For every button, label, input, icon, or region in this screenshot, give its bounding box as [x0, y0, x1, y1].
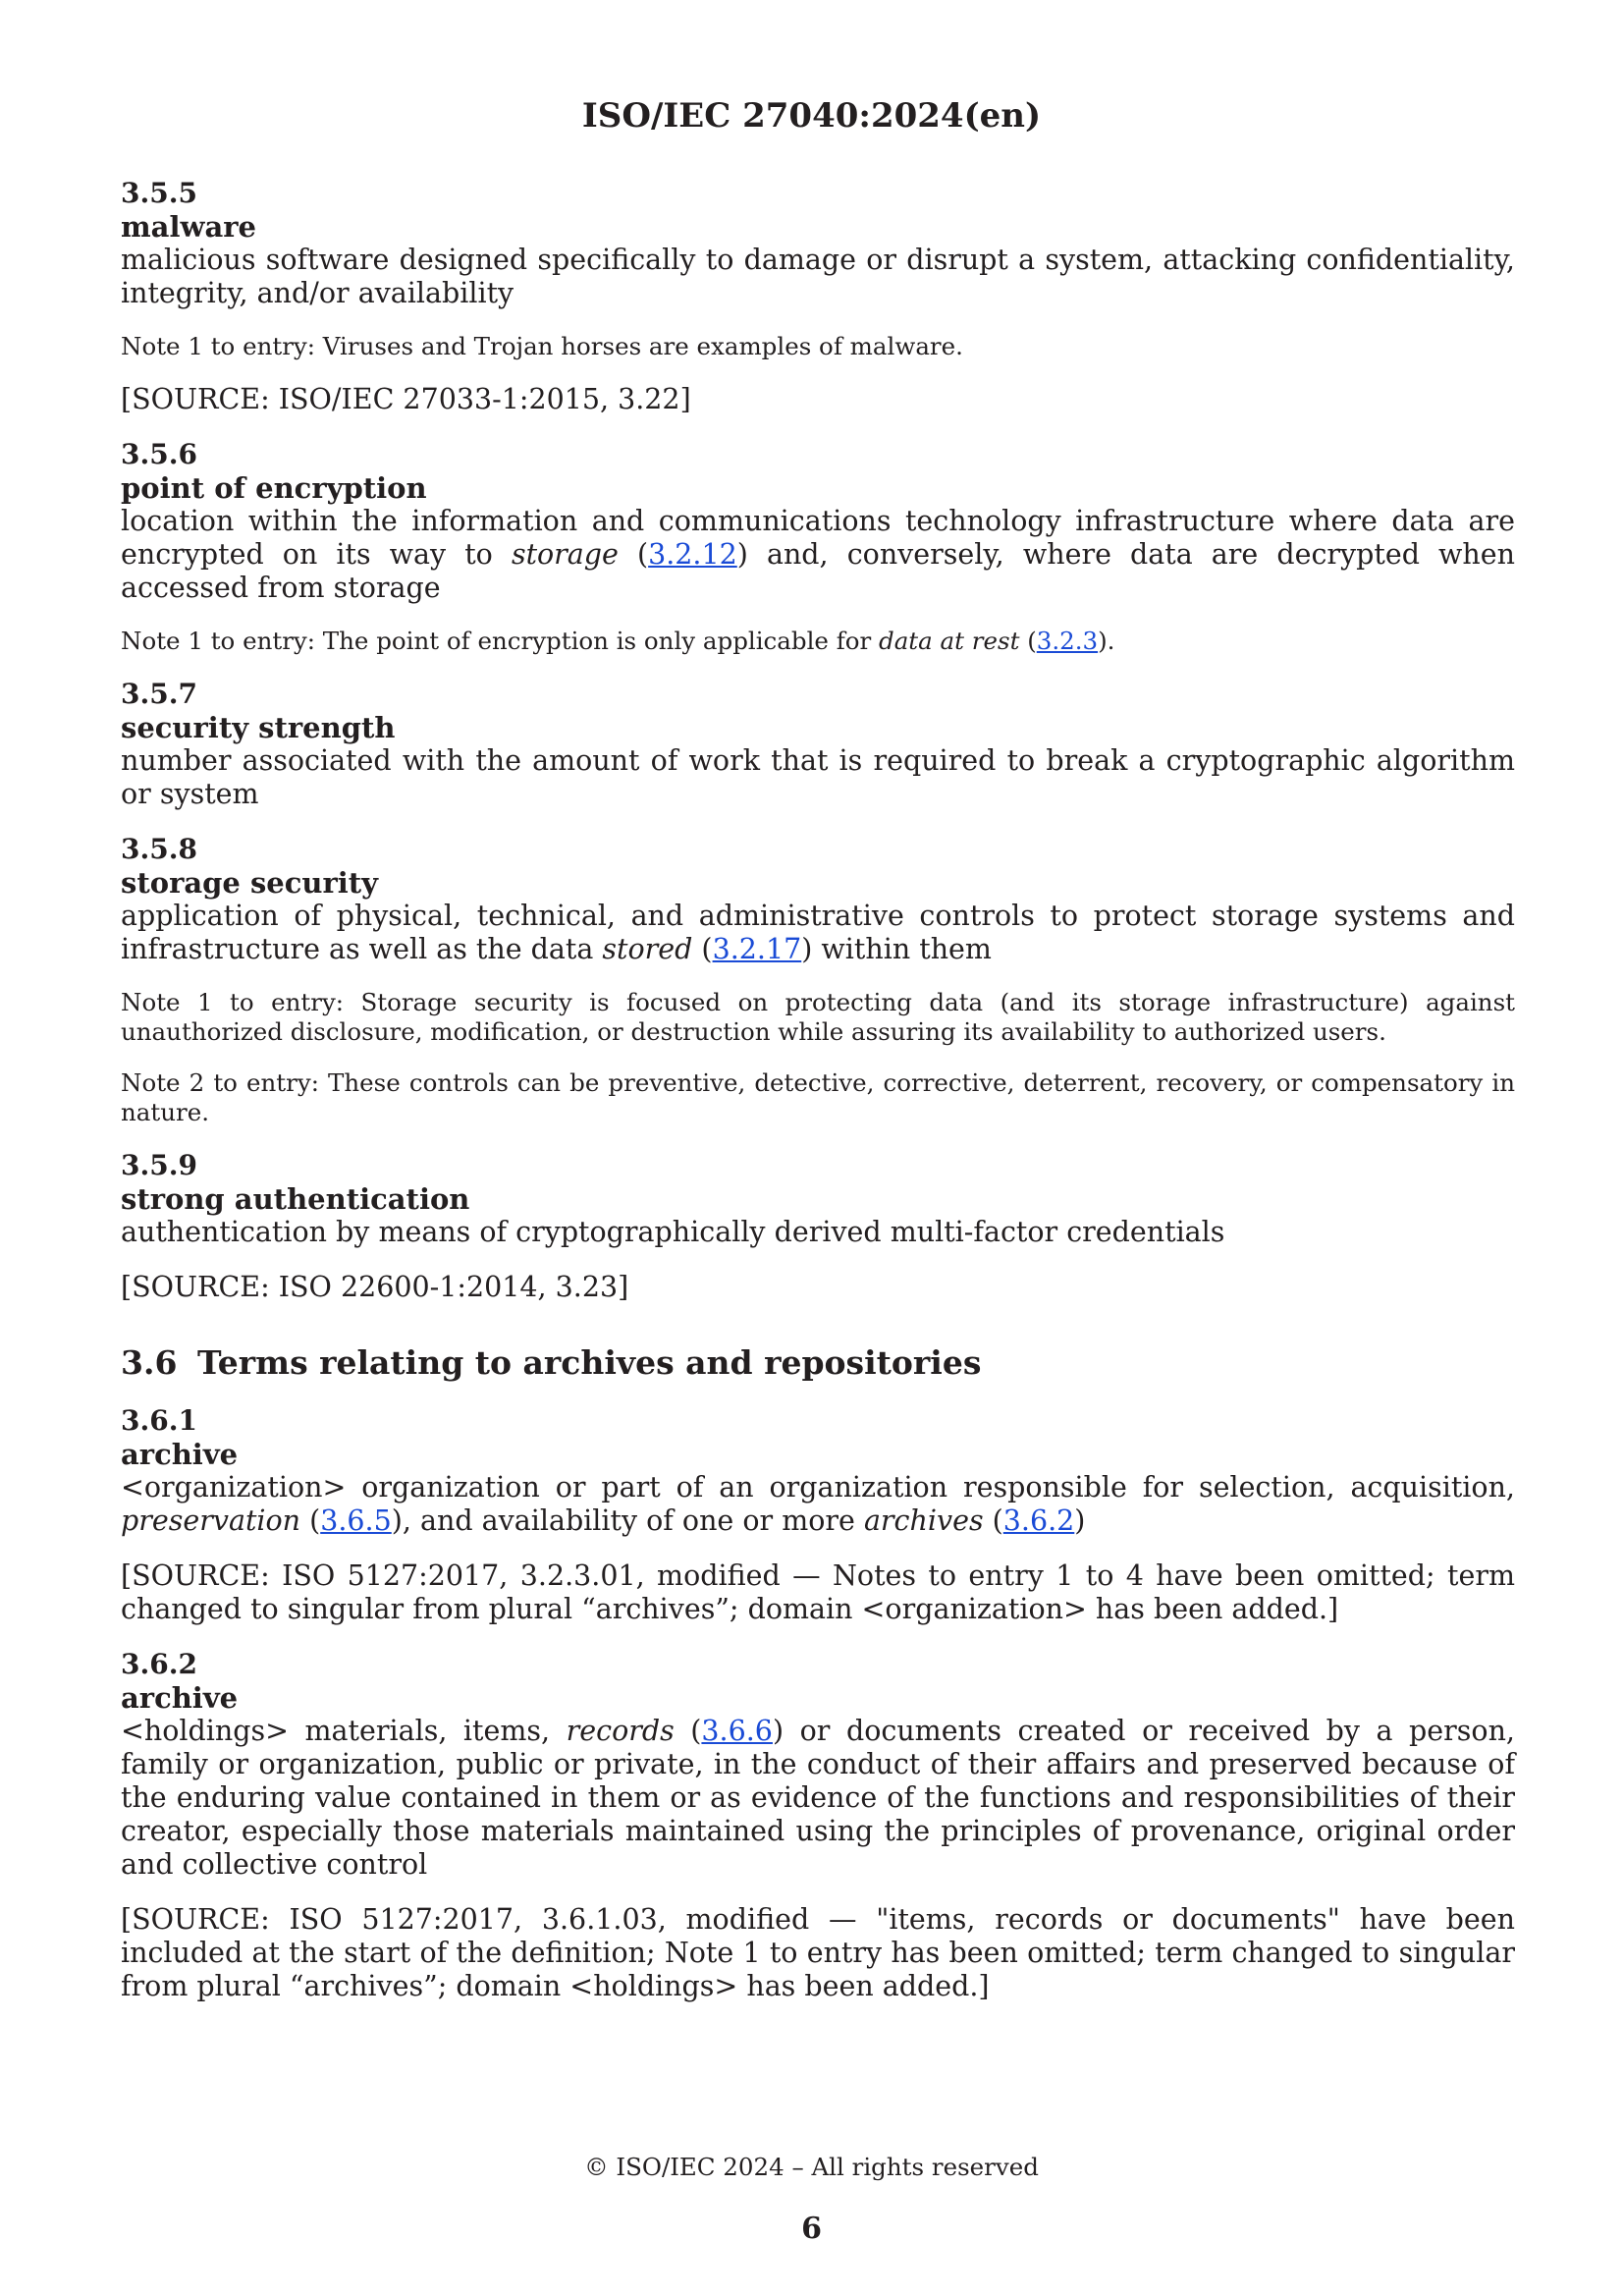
entry-term: archive: [121, 1438, 239, 1471]
definition-text: ): [1074, 1504, 1086, 1537]
definition-text: location within the information and communications technology infrastructure where data are encrypted on its way to: [121, 505, 1515, 571]
entry-definition: [121, 900, 1515, 966]
xref-link-3-2-17[interactable]: 3.2.17: [712, 933, 802, 965]
entry-number: 3.5.7: [121, 678, 197, 710]
entry-number: 3.6.2: [121, 1648, 197, 1680]
page-number: 6: [801, 2212, 822, 2246]
entry-note-1: Note 1 to entry: Viruses and Trojan horses are examples of malware.: [121, 332, 963, 360]
document-body: [121, 177, 1515, 2025]
entry-term: security strength: [121, 711, 396, 744]
entry-source: [SOURCE: ISO 5127:2017, 3.6.1.03, modified — "items, records or documents" have been included at the start of the definition; Note 1 to entry has been omitted; term changed to singular from plural “archives”; domain <holdings> has been added.]: [121, 1903, 1515, 2002]
note-text: Note 1 to entry: The point of encryption is only applicable for: [121, 627, 880, 655]
entry-source: [SOURCE: ISO/IEC 27033-1:2015, 3.22]: [121, 383, 691, 415]
definition-text: ) or documents created or received by a person, family or organization, public or private, in the conduct of their affairs and preserved because of the enduring value contained in them or as evidence of the functions and responsibilities of their creator, especially those materials maintained using the principles of provenance, original order and collective control: [121, 1715, 1515, 1881]
definition-emphasis: stored: [602, 933, 693, 965]
term-entry-3-6-2: [121, 1648, 1515, 2003]
copyright-notice: © ISO/IEC 2024 – All rights reserved: [584, 2153, 1039, 2181]
definition-emphasis: records: [566, 1715, 675, 1747]
xref-link-3-2-3[interactable]: 3.2.3: [1036, 627, 1099, 655]
note-text: ).: [1098, 627, 1115, 655]
entry-source: [SOURCE: ISO 22600-1:2014, 3.23]: [121, 1271, 629, 1303]
definition-text: (: [692, 933, 713, 965]
note-emphasis: data at rest: [879, 627, 1020, 655]
term-entry-3-5-6: [121, 438, 1515, 656]
entry-definition: [121, 505, 1515, 605]
xref-link-3-2-12[interactable]: 3.2.12: [648, 538, 737, 571]
entry-definition: authentication by means of cryptographically derived multi-factor credentials: [121, 1216, 1225, 1248]
entry-number: 3.5.8: [121, 833, 197, 865]
term-entry-3-5-9: [121, 1149, 1515, 1304]
clause-number: 3.6: [121, 1343, 178, 1382]
definition-text: (: [983, 1504, 1003, 1537]
note-text: (: [1019, 627, 1037, 655]
entry-definition: [121, 1471, 1515, 1538]
page-header: ISO/IEC 27040:2024(en): [581, 96, 1042, 136]
xref-link-3-6-2[interactable]: 3.6.2: [1002, 1504, 1075, 1537]
definition-text: <organization> organization or part of an organization responsible for selection, acquisition,: [121, 1471, 1515, 1503]
term-entry-3-5-8: [121, 833, 1515, 1127]
definition-text: ), and availability of one or more: [391, 1504, 864, 1537]
definition-emphasis: storage: [511, 538, 619, 571]
entry-source: [SOURCE: ISO 5127:2017, 3.2.3.01, modified — Notes to entry 1 to 4 have been omitted; term changed to singular from plural “archives”; domain <organization> has been added.]: [121, 1559, 1515, 1625]
definition-text: (: [300, 1504, 321, 1537]
term-entry-3-5-5: [121, 177, 1515, 416]
entry-term: archive: [121, 1681, 239, 1715]
definition-text: application of physical, technical, and administrative controls to protect storage systems and infrastructure as well as the data: [121, 900, 1515, 965]
entry-term: storage security: [121, 866, 379, 900]
entry-note-1: [121, 627, 1515, 656]
entry-term: malware: [121, 210, 256, 244]
definition-text: ) and, conversely, where data are decrypted when accessed from storage: [121, 538, 1515, 604]
xref-link-3-6-5[interactable]: 3.6.5: [320, 1504, 392, 1537]
definition-text: <holdings> materials, items,: [121, 1715, 567, 1747]
entry-term: point of encryption: [121, 471, 427, 505]
entry-note-1: Note 1 to entry: Storage security is focused on protecting data (and its storage infrastructure) against unauthorized disclosure, modification, or destruction while assuring its availability to authorized users.: [121, 988, 1515, 1046]
term-entry-3-6-1: [121, 1404, 1515, 1626]
clause-title: Terms relating to archives and repositories: [197, 1343, 982, 1382]
definition-emphasis: preservation: [121, 1504, 301, 1537]
entry-number: 3.5.5: [121, 177, 197, 209]
entry-number: 3.5.9: [121, 1149, 197, 1181]
entry-term: strong authentication: [121, 1182, 470, 1216]
definition-text: (: [618, 538, 649, 571]
entry-number: 3.5.6: [121, 438, 197, 470]
definition-text: ) within them: [801, 933, 992, 965]
definition-emphasis: archives: [863, 1504, 984, 1537]
xref-link-3-6-6[interactable]: 3.6.6: [701, 1715, 773, 1747]
definition-text: (: [674, 1715, 702, 1747]
entry-note-2: Note 2 to entry: These controls can be preventive, detective, corrective, deterrent, recovery, or compensatory in nature.: [121, 1068, 1515, 1126]
clause-heading-3-6: [121, 1343, 1515, 1383]
entry-definition: number associated with the amount of work that is required to break a cryptographic algorithm or system: [121, 744, 1515, 810]
entry-definition: malicious software designed specifically to damage or disrupt a system, attacking confidentiality, integrity, and/or availability: [121, 244, 1515, 309]
entry-number: 3.6.1: [121, 1404, 197, 1437]
entry-definition: [121, 1715, 1515, 1882]
term-entry-3-5-7: [121, 678, 1515, 811]
